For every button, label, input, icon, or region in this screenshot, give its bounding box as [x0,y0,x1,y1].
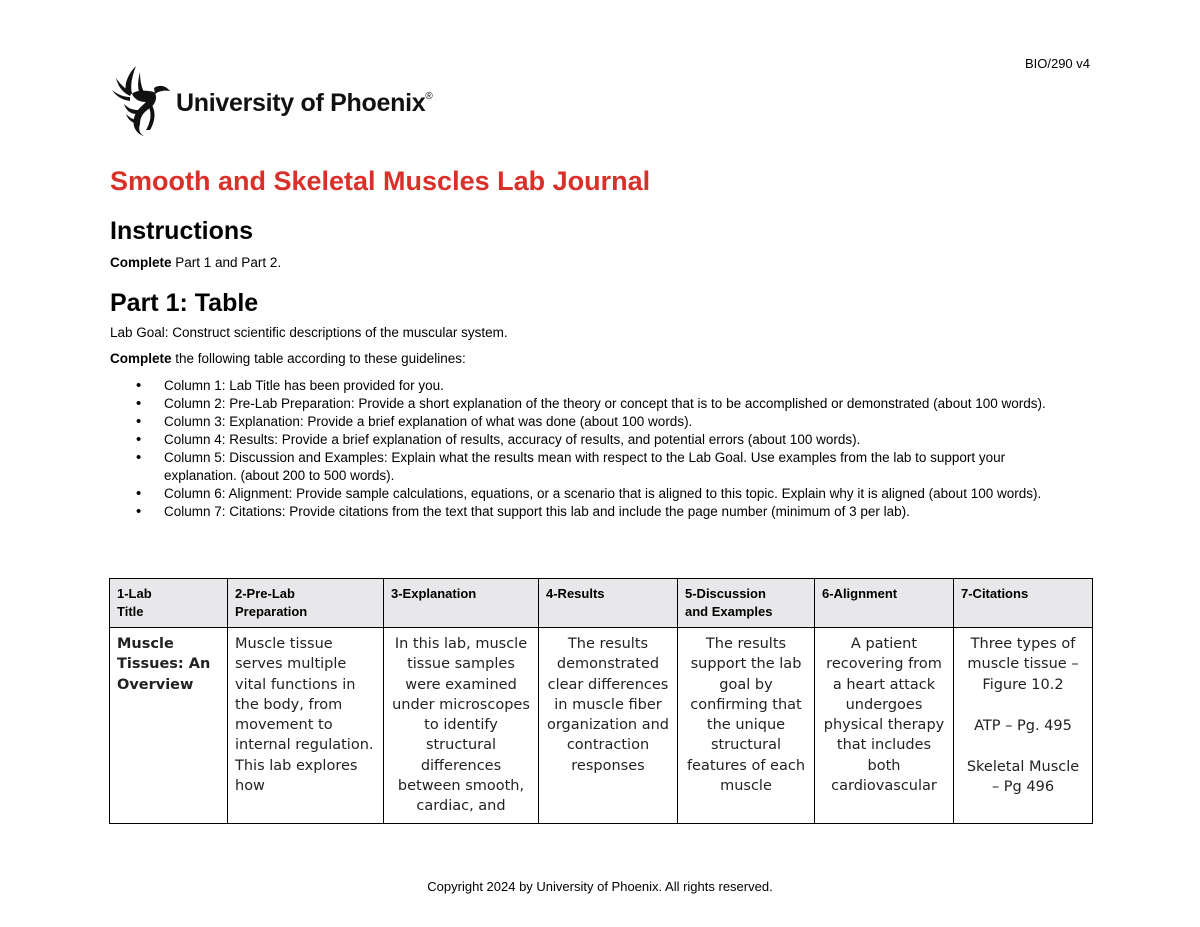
header-results: 4-Results [539,579,678,628]
cell-alignment[interactable]: A patient recovering from a heart attack undergoes physical therapy that includes both cardiovascular [815,628,954,824]
table-header-row [110,579,1093,628]
guideline-item: • Column 3: Explanation: Provide a brief explanation of what was done (about 100 words). [110,413,1080,431]
course-code: BIO/290 v4 [1024,56,1090,71]
cell-lab-title[interactable]: Muscle Tissues: An Overview [110,628,228,824]
header-citations: 7-Citations [954,579,1093,628]
guidelines-intro: Complete the following table according to these guidelines: [110,351,466,366]
part1-heading: Part 1: Table [110,289,259,317]
lab-goal: Lab Goal: Construct scientific descriptions of the muscular system. [110,325,508,340]
phoenix-logo-icon [110,64,174,136]
citation-item: Three types of muscle tissue – Figure 10.2 [967,636,1079,693]
copyright-footer: Copyright 2024 by University of Phoenix. All rights reserved. [427,879,773,894]
document-title: Smooth and Skeletal Muscles Lab Journal [110,166,651,196]
guideline-item: • Column 6: Alignment: Provide sample calculations, equations, or a scenario that is aligned to this topic. Explain why it is aligned (about 100 words). [110,485,1080,503]
university-logo [110,64,432,136]
cell-explanation[interactable]: In this lab, muscle tissue samples were examined under microscopes to identify structural differences between smooth, cardiac, and [384,628,539,824]
lab-journal-table [109,578,1093,824]
guideline-item: • Column 2: Pre-Lab Preparation: Provide a short explanation of the theory or concept that is to be accomplished or demonstrated (about 100 words). [110,395,1080,413]
guideline-item: • Column 4: Results: Provide a brief explanation of results, accuracy of results, and potential errors (about 100 words). [110,431,1080,449]
header-explanation: 3-Explanation [384,579,539,628]
guideline-item: • Column 5: Discussion and Examples: Explain what the results mean with respect to the Lab Goal. Use examples from the lab to support your explanation. (about 200 to 500 words). [110,449,1080,485]
logo-wordmark: University of Phoenix® [176,88,433,117]
guideline-item: • Column 7: Citations: Provide citations from the text that support this lab and include the page number (minimum of 3 per lab). [110,503,1080,521]
header-pre-lab-preparation: 2-Pre-Lab Preparation [228,579,384,628]
cell-citations[interactable] [954,628,1093,824]
cell-results[interactable]: The results demonstrated clear differences in muscle fiber organization and contraction responses [539,628,678,824]
citation-item: ATP – Pg. 495 [974,717,1072,734]
instructions-text: Complete Part 1 and Part 2. [110,255,282,270]
cell-discussion[interactable]: The results support the lab goal by confirming that the unique structural features of each muscle [678,628,815,824]
header-alignment: 6-Alignment [815,579,954,628]
header-discussion: 5-Discussion and Examples [678,579,815,628]
table-row [110,628,1093,824]
guidelines-list [110,377,1080,521]
cell-pre-lab-preparation[interactable]: Muscle tissue serves multiple vital functions in the body, from movement to internal regulation. This lab explores how [228,628,384,824]
guideline-item: • Column 1: Lab Title has been provided for you. [110,377,1080,395]
header-lab-title: 1-Lab Title [110,579,228,628]
instructions-heading: Instructions [110,217,254,245]
citation-item: Skeletal Muscle – Pg 496 [966,759,1080,796]
